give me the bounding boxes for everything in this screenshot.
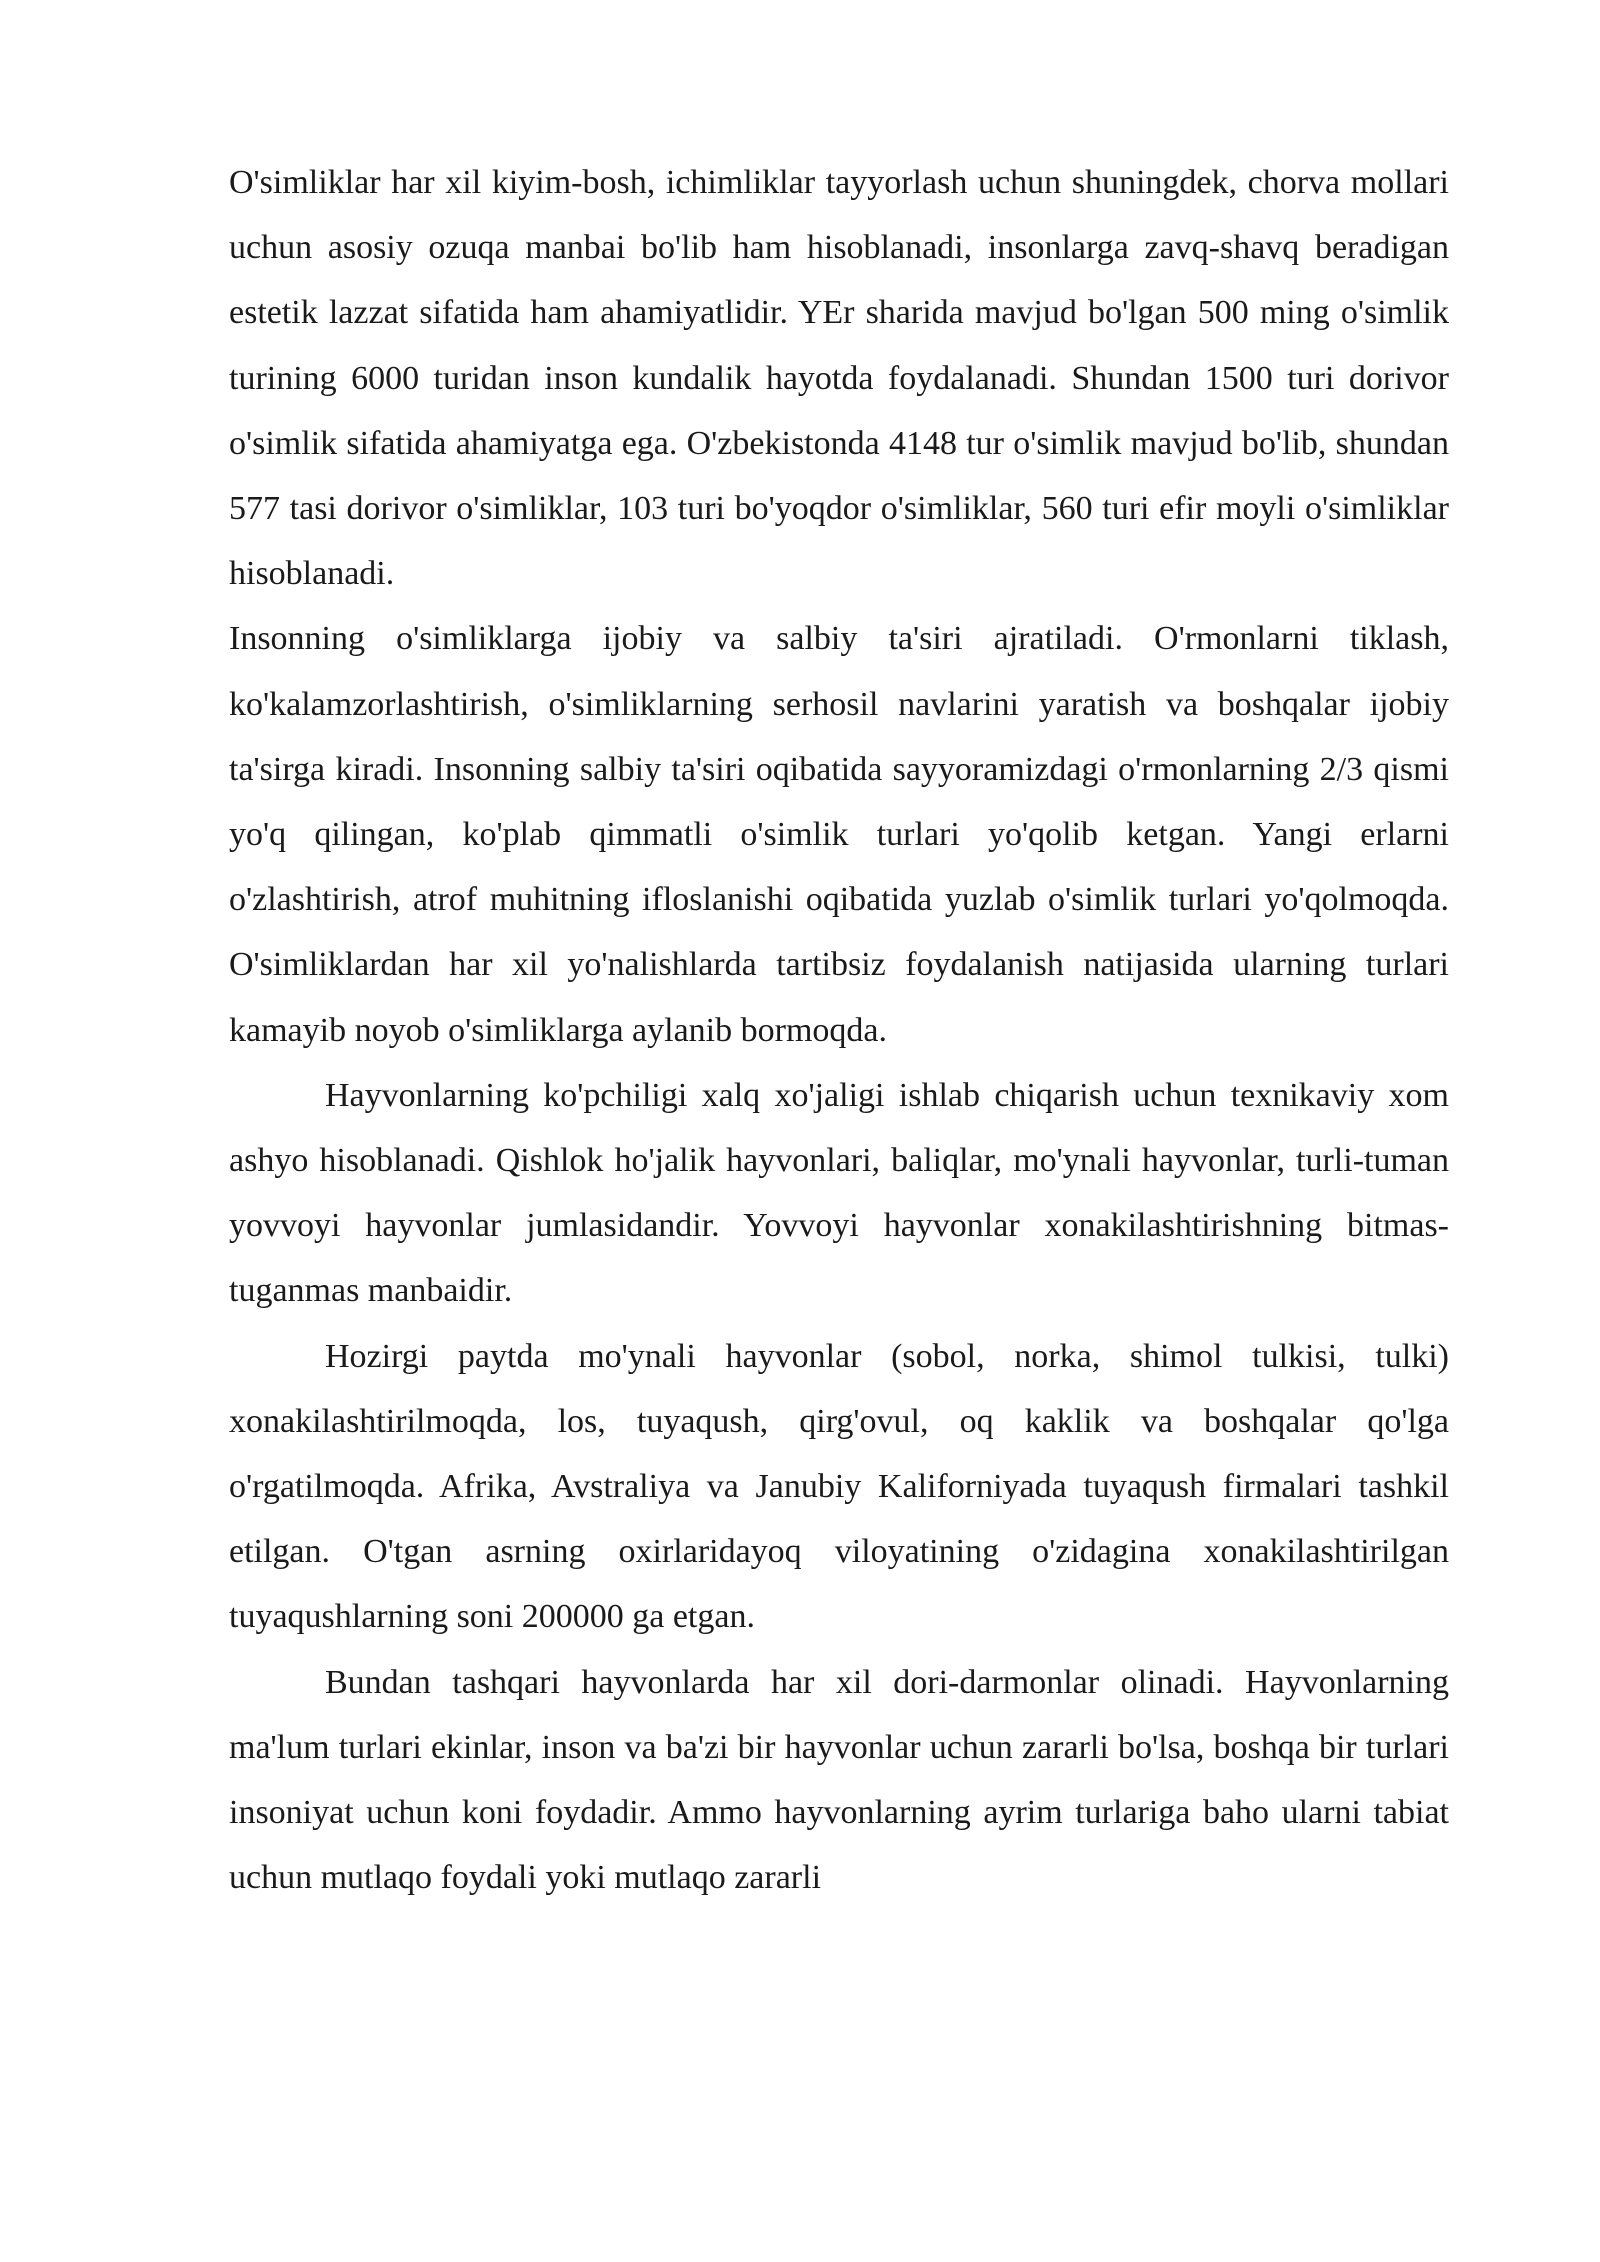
paragraph-animal-medicines: Bundan tashqari hayvonlarda har xil dori-darmonlar olinadi. Hayvonlarning ma'lum turlari ekinlar, inson va ba'zi bir hayvonlar uchun zararli bo'lsa, boshqa bir turlari insoniyat uchun koni foydadir. Ammo hayvonlarning ayrim turlariga baho ularni tabiat uchun mutlaqo foydali yoki mutlaqo zararli <box>229 1663 1449 1897</box>
paragraph-human-impact-plants: Insonning o'simliklarga ijobiy va salbiy ta'siri ajratiladi. O'rmonlarni tiklash, ko'kalamzorlashtirish, o'simliklarning serhosil navlarini yaratish va boshqalar ijobiy ta'sirga kiradi. Insonning salbiy ta'siri oqibatida sayyoramizdagi o'rmonlarning 2/3 qismi yo'q qilingan, ko'plab qimmatli o'simlik turlari yo'qolib ketgan. Yangi erlarni o'zlashtirish, atrof muhitning ifloslanishi oqibatida yuzlab o'simlik turlari yo'qolmoqda. O'simliklardan har xil yo'nalishlarda tartibsiz foydalanish natijasida ularning turlari kamayib noyob o'simliklarga aylanib bormoqda. <box>229 620 1449 1049</box>
paragraph-plants-uses: O'simliklar har xil kiyim-bosh, ichimliklar tayyorlash uchun shuningdek, chorva mollari uchun asosiy ozuqa manbai bo'lib ham hisoblanadi, insonlarga zavq-shavq beradigan estetik lazzat sifatida ham ahamiyatlidir. YEr sharida mavjud bo'lgan 500 ming o'simlik turining 6000 turidan inson kundalik hayotda foydalanadi. Shundan 1500 turi dorivor o'simlik sifatida ahamiyatga ega. O'zbekistonda 4148 tur o'simlik mavjud bo'lib, shundan 577 tasi dorivor o'simliklar, 103 turi bo'yoqdor o'simliklar, 560 turi efir moyli o'simliklar hisoblanadi. <box>229 164 1449 593</box>
document-body <box>229 150 1449 1910</box>
paragraph-animals-raw-material: Hayvonlarning ko'pchiligi xalq xo'jaligi ishlab chiqarish uchun texnikaviy xom ashyo hisoblanadi. Qishlok ho'jalik hayvonlari, baliqlar, mo'ynali hayvonlar, turli-tuman yovvoyi hayvonlar jumlasidandir. Yovvoyi hayvonlar xonakilashtirishning bitmas-tuganmas manbaidir. <box>229 1076 1449 1310</box>
paragraph-domestication: Hozirgi paytda mo'ynali hayvonlar (sobol, norka, shimol tulkisi, tulki) xonakilashtirilmoqda, los, tuyaqush, qirg'ovul, oq kaklik va boshqalar qo'lga o'rgatilmoqda. Afrika, Avstraliya va Janubiy Kaliforniyada tuyaqush firmalari tashkil etilgan. O'tgan asrning oxirlaridayoq viloyatining o'zidagina xonakilashtirilgan tuyaqushlarning soni 200000 ga etgan. <box>229 1337 1449 1636</box>
